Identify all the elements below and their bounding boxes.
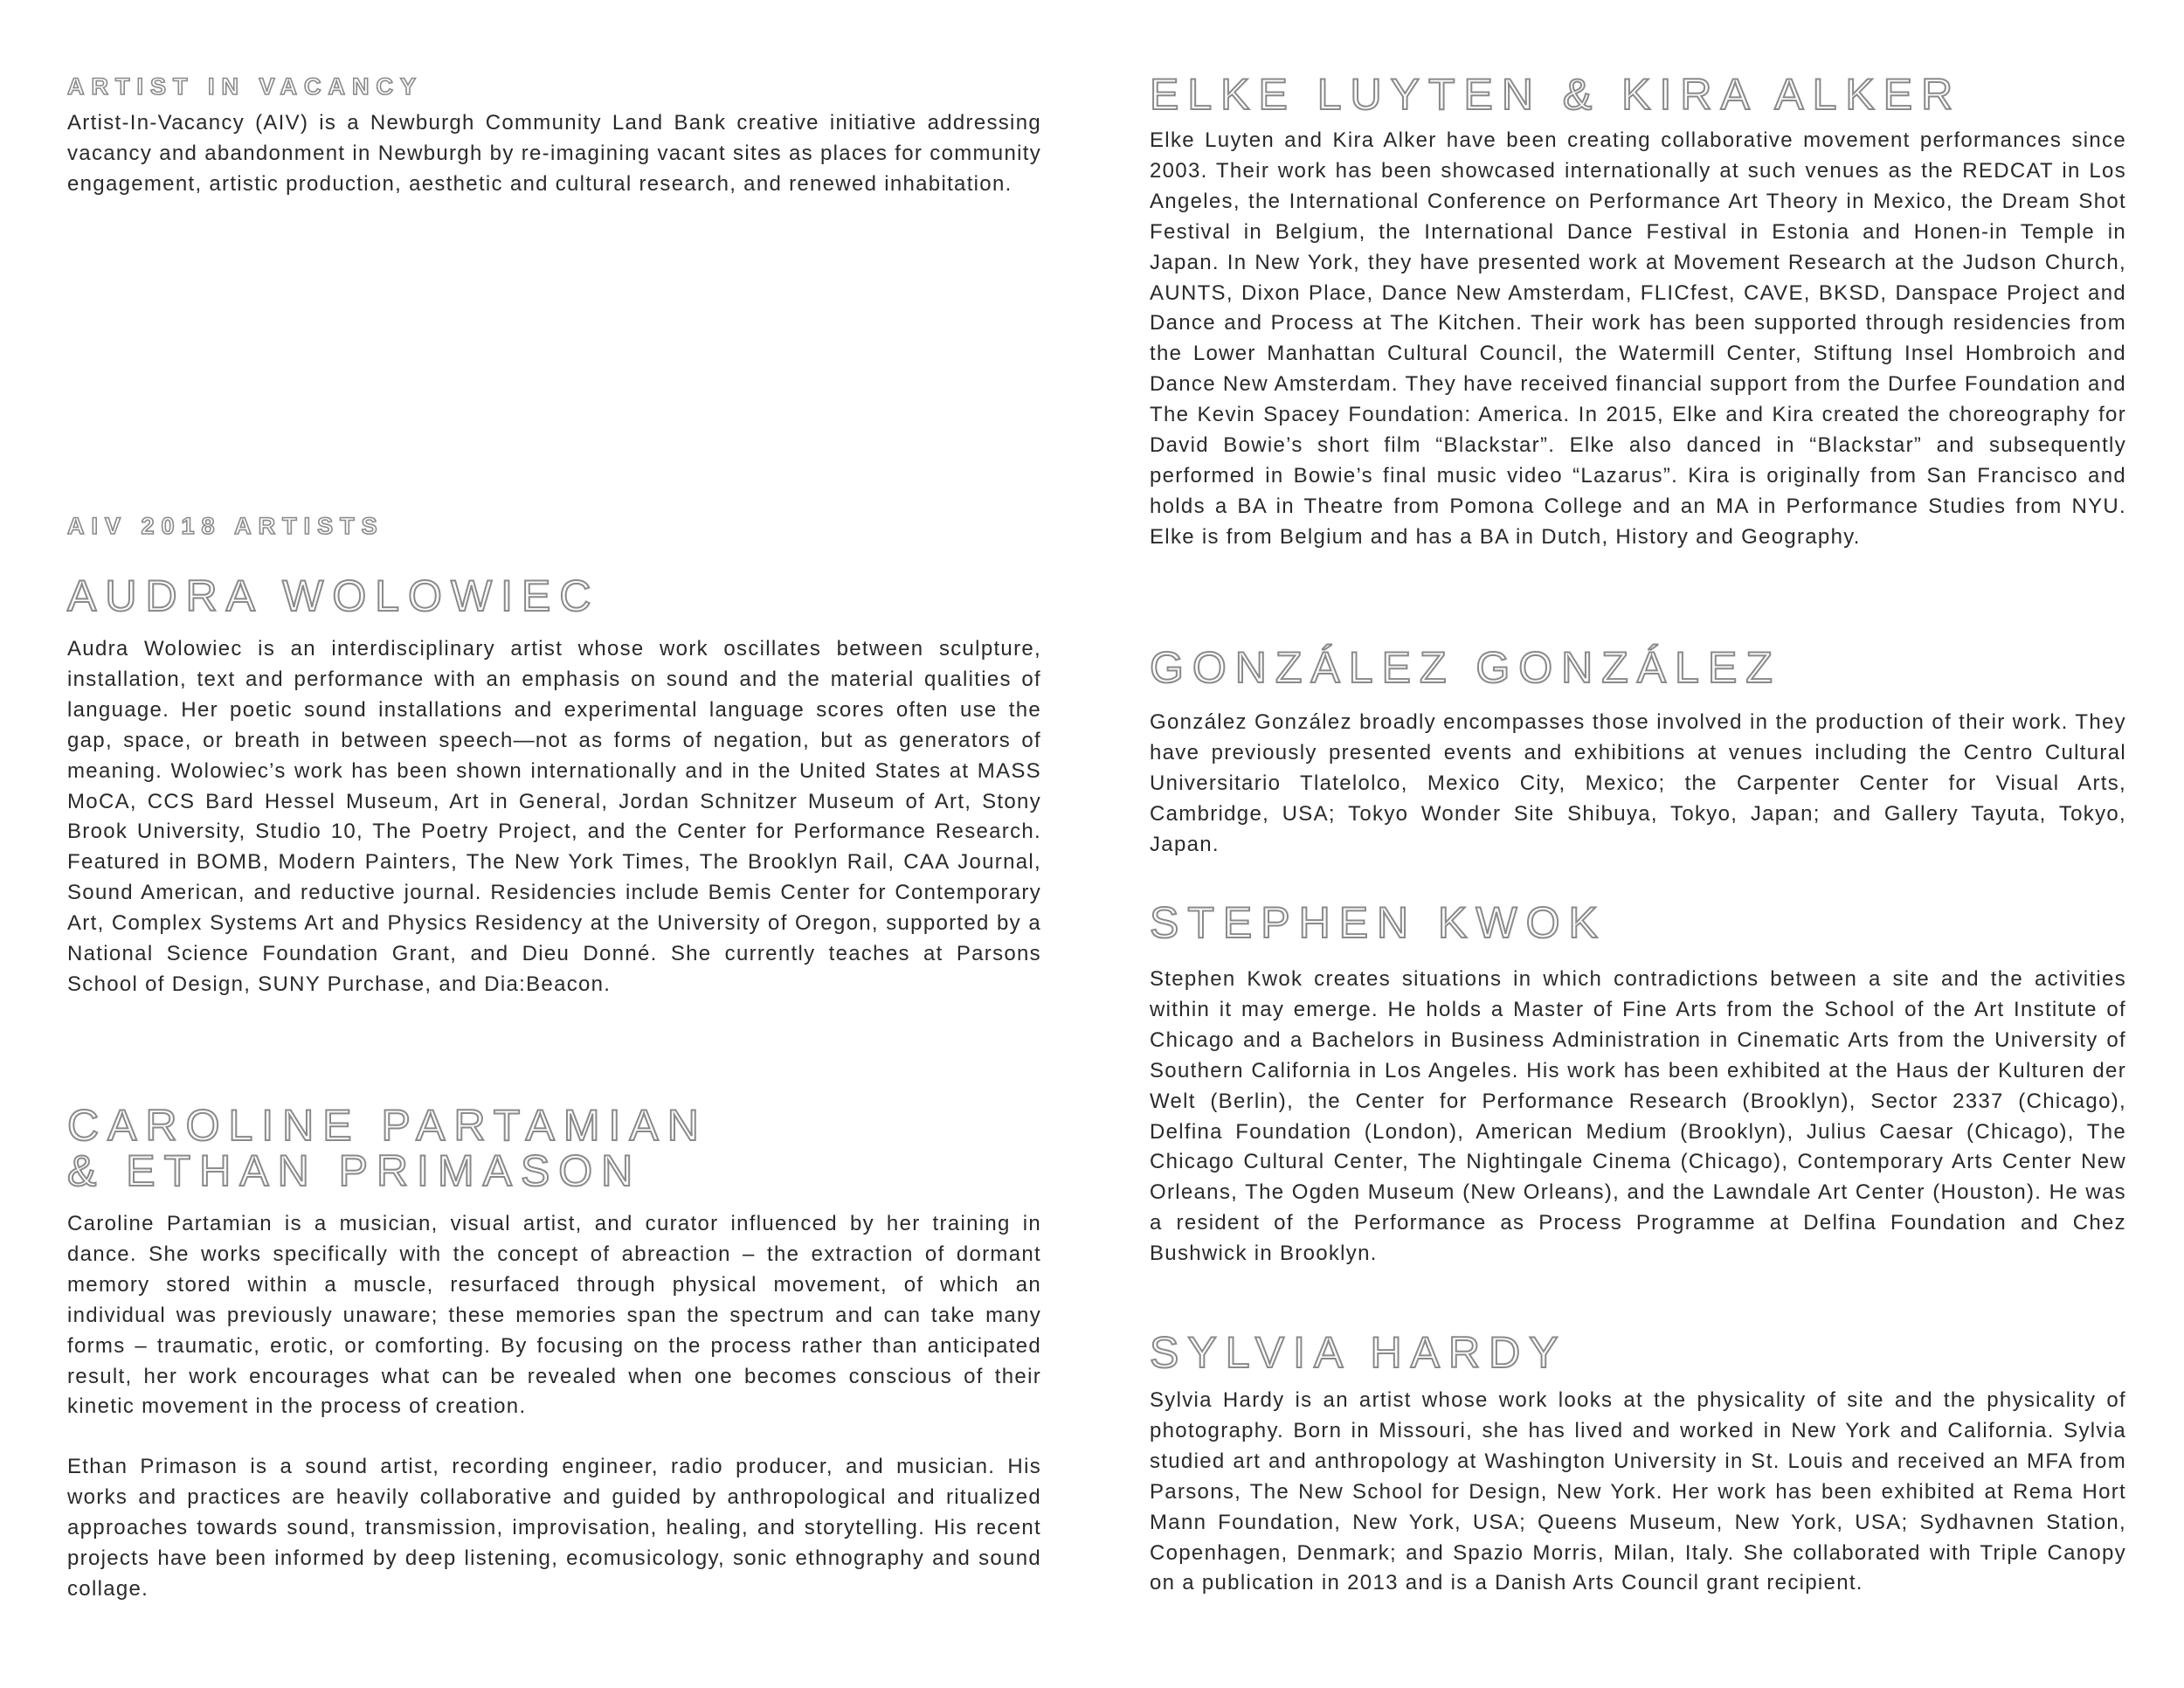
kwok-bio: Stephen Kwok creates situations in which contradictions between a site and the activities within it may emerge. He holds a Master of Fine Arts from the School of the Art Institute of Chicago and a Bachelors in Business Administration in Cinematic Arts from the University of Southern California in Los Angeles. His work has been exhibited at the Haus der Kulturen der Welt (Berlin), the Center for Performance Research (Brooklyn), Sector 2337 (Chicago), Delfina Foundation (London), American Medium (Brooklyn), Julius Caesar (Chicago), The Chicago Cultural Center, The Nightingale Cinema (Chicago), Contemporary Arts Center New Orleans, The Ogden Museum (New Orleans), and the Lawndale Art Center (Houston). He was a resident of the Performance as Process Programme at Delfina Foundation and Chez Bushwick in Brooklyn.: [1150, 967, 2126, 1266]
hardy-name: SYLVIA HARDY: [1150, 1328, 1567, 1377]
gonzalez-name: GONZÁLEZ GONZÁLEZ: [1150, 643, 1781, 692]
luyten-alker-section: [1150, 72, 2126, 553]
partamian-bio: Caroline Partamian is a musician, visual artist, and curator influenced by her training in dance. She works specifically with the concept of abreaction – the extraction of dormant memory stored within a muscle, resurfaced through physical movement, of which an individual was previously unaware; these memories span the spectrum and can take many forms – traumatic, erotic, or comforting. By focusing on the process rather than anticipated result, her work encourages what can be revealed when one becomes conscious of their kinetic movement in the process of creation.: [67, 1212, 1041, 1419]
gonzalez-bio: González González broadly encompasses those involved in the production of their work. They have previously presented events and exhibitions at venues including the Centro Cultural Universitario Tlatelolco, Mexico City, Mexico; the Carpenter Center for Visual Arts, Cambridge, USA; Tokyo Wonder Site Shibuya, Tokyo, Japan; and Gallery Tayuta, Tokyo, Japan.: [1150, 710, 2126, 856]
primason-name: & ETHAN PRIMASON: [67, 1146, 642, 1195]
aiv-section: [67, 72, 1041, 200]
primason-bio: Ethan Primason is a sound artist, recording engineer, radio producer, and musician. His works and practices are heavily collaborative and guided by anthropological and ritualized approaches towards sound, transmission, improvisation, healing, and storytelling. His recent projects have been informed by deep listening, ecomusicology, sonic ethnography and sound collage.: [67, 1455, 1041, 1601]
wolowiec-bio: Audra Wolowiec is an interdisciplinary artist whose work oscillates between sculpture, installation, text and performance with an emphasis on sound and the material qualities of language. Her poetic sound installations and experimental language scores often use the gap, space, or breath in between speech—not as forms of negation, but as generators of meaning. Wolowiec’s work has been shown internationally and in the United States at MASS MoCA, CCS Bard Hessel Museum, Art in General, Jordan Schnitzer Museum of Art, Stony Brook University, Studio 10, The Poetry Project, and the Center for Performance Research. Featured in BOMB, Modern Painters, The New York Times, The Brooklyn Rail, CAA Journal, Sound American, and reductive journal. Residencies include Bemis Center for Contemporary Art, Complex Systems Art and Physics Residency at the University of Oregon, supported by a National Science Foundation Grant, and Dieu Donné. She currently teaches at Parsons School of Design, SUNY Purchase, and Dia:Beacon.: [67, 637, 1041, 996]
aiv-description: Artist-In-Vacancy (AIV) is a Newburgh Community Land Bank creative initiative addressing vacancy and abandonment in Newburgh by re-imagining vacant sites as places for community engagement, artistic production, aesthetic and cultural research, and renewed inhabitation.: [67, 111, 1041, 196]
hardy-section: [1150, 1330, 2126, 1599]
artists-2018-heading: AIV 2018 ARTISTS: [67, 513, 384, 539]
hardy-bio: Sylvia Hardy is an artist whose work looks at the physicality of site and the physicality of photography. Born in Missouri, she has lived and worked in New York and California. Sylvia studied art and anthropology at Washington University in St. Louis and received an MFA from Parsons, The New School for Design, New York. Her work has been exhibited at Rema Hort Mann Foundation, New York, USA; Queens Museum, New York, USA; Sydhavnen Station, Copenhagen, Denmark; and Spazio Morris, Milan, Italy. She collaborated with Triple Canopy on a publication in 2013 and is a Danish Arts Council grant recipient.: [1150, 1388, 2126, 1595]
gonzalez-section: [1150, 645, 2126, 861]
partamian-primason-section: [67, 1103, 1041, 1605]
aiv-heading: ARTIST IN VACANCY: [67, 73, 424, 100]
partamian-name: CAROLINE PARTAMIAN: [67, 1101, 708, 1150]
luyten-alker-name: ELKE LUYTEN & KIRA ALKER: [1150, 70, 1962, 119]
wolowiec-section: [67, 573, 1041, 1000]
kwok-section: [1150, 900, 2126, 1269]
luyten-alker-bio: Elke Luyten and Kira Alker have been creating collaborative movement performances since 2003. Their work has been showcased internationally at such venues as the REDCAT in Los Angeles, the International Conference on Performance Art Theory in Mexico, the Dream Shot Festival in Belgium, the International Dance Festival in Estonia and Honen-in Temple in Japan. In New York, they have presented work at Movement Research at the Judson Church, AUNTS, Dixon Place, Dance New Amsterdam, FLICfest, CAVE, BKSD, Danspace Project and Dance and Process at The Kitchen. Their work has been supported through residencies from the Lower Manhattan Cultural Council, the Watermill Center, Stiftung Insel Hombroich and Dance New Amsterdam. They have received financial support from the Durfee Foundation and The Kevin Spacey Foundation: America. In 2015, Elke and Kira created the choreography for David Bowie’s short film “Blackstar”. Elke also danced in “Blackstar” and subsequently performed in Bowie’s final music video “Lazarus”. Kira is originally from San Francisco and holds a BA in Theatre from Pomona College and an MA in Performance Studies from NYU. Elke is from Belgium and has a BA in Dutch, History and Geography.: [1150, 128, 2126, 549]
wolowiec-name: AUDRA WOLOWIEC: [67, 571, 600, 620]
kwok-name: STEPHEN KWOK: [1150, 898, 1607, 947]
